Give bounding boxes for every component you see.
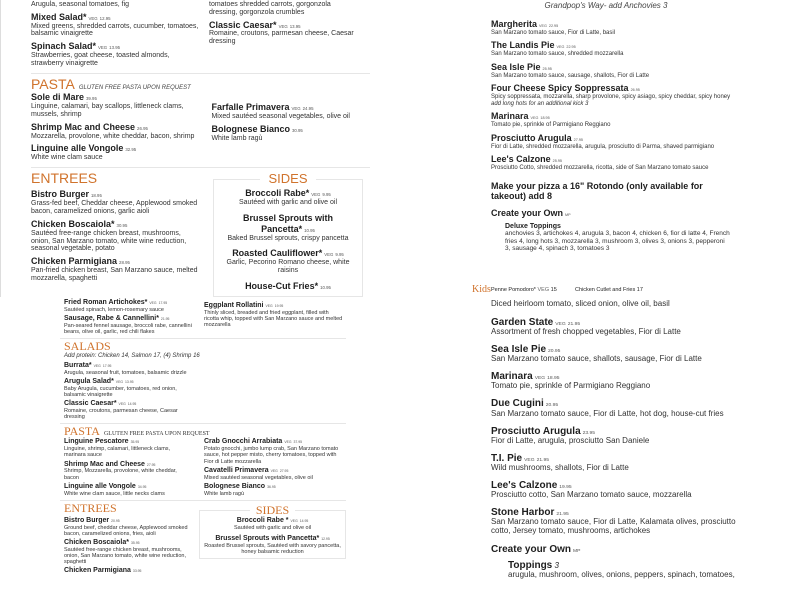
menu-item [31,122,199,141]
item-price: 22.95 [548,23,559,28]
veg-tag: VEG [539,23,547,28]
menu-item [204,467,344,481]
menu-item [31,92,199,118]
veg-tag: VEG [290,518,298,523]
item-price: 13.95 [289,23,301,29]
menu-item [64,378,199,398]
item-price: 25.95 [542,66,552,71]
menu-item [491,398,756,418]
menu-item [203,517,342,531]
item-name: Chicken Parmigiana [31,256,118,267]
pasta-left-list [64,438,192,496]
menu-item [217,213,359,242]
sides-box [213,170,363,297]
menu-item [491,453,756,473]
veg-tag: VEG [93,364,101,369]
menu-item [31,219,201,253]
item-name: Burrata* [64,362,92,370]
menu-item [491,19,740,36]
item-description: White wine clam sauce [31,154,103,162]
item-name: Eggplant Rollatini [204,302,264,309]
item-description: Thinly sliced, breaded and fried eggplant, filled with ricotta whip, topped with San Marzano sauce and melted mozzarella [204,309,343,329]
section-heading-pasta: PASTA GLUTEN FREE PASTA UPON REQUEST [64,424,210,439]
item-description: Prosciutto cotto, San Marzano tomato sauce, mozzarella [491,489,692,499]
item-description: Garlic, Pecorino Romano cheese, white raisins [226,259,350,275]
veg-tag: VEG [534,376,546,382]
veg-tag: VEG [278,23,288,29]
menu-item [491,507,756,536]
section-heading-sides: SIDES [217,172,359,186]
item-description: San Marzano tomato sauce, shallots, sausage, Fior di Latte [491,354,702,364]
item-name: The Landis Pie [491,40,555,51]
section-heading-entrees: ENTREES [31,169,98,186]
kids-item: Penne Pomodoro* VEG 15 [491,287,557,293]
item-price: 21.95 [536,457,549,463]
salads-right-list [209,20,359,46]
item-description: Fior di Latte, arugula, prosciutto San Daniele [491,435,650,445]
item-price: 14.95 [127,402,137,407]
apps-row [64,299,346,335]
menu-item [64,438,192,458]
item-description: San Marzano tomato sauce, Fior di Latte, hot dog, house-cut fries [491,408,724,418]
item-price: 18.95 [540,116,550,121]
menu-item [209,20,359,46]
item-name: Sea Isle Pie [491,61,541,72]
entrees-col [31,171,201,283]
item-description: Linguine, shrimp, calamari, littleneck clams, marinara sauce [64,446,171,459]
item-name: Fried Roman Artichokes* [64,299,148,306]
item-price: 27.95 [573,137,583,142]
menu-item [64,517,191,537]
item-description: Grass-fed beef, Cheddar cheese, Applewood smoked bacon, caramelized onions, garlic aioli [31,200,198,216]
veg-tag: VEG [115,380,123,385]
menu-item [491,154,740,171]
item-price: 33.95 [132,569,142,574]
menu-item [211,102,370,121]
item-price: 23.95 [582,430,596,436]
menu-item [64,567,191,575]
menu-item [491,371,756,391]
menu-page-b [400,0,800,284]
item-price: 26.95 [137,125,148,131]
partial-desc: tomatoes shredded carrots, gorgonzola [209,1,331,8]
item-name: Bolognese Bianco [204,482,266,490]
item-name: Chicken Boscaiola* [64,539,129,547]
entrees-row [64,502,346,575]
menu-item [491,426,756,446]
item-description: Romaine, croutons, parmesan cheese, Caesar dressing [209,30,354,46]
deluxe-toppings-title: Deluxe Toppings [505,222,561,230]
item-description: Mixed sautéed seasonal vegetables, olive oil [211,113,350,121]
item-name: Brussel Sprouts with Pancetta* [242,212,333,234]
item-price: 12.95 [321,536,330,541]
veg-tag: VEG [291,106,301,112]
kids-bar [472,284,800,298]
salads-right-col [209,1,359,46]
menu-item [491,344,756,364]
item-name: Due Cugini [491,398,544,410]
pasta-left-list [31,92,199,162]
item-description: Sautéed with garlic and olive oil [234,524,312,531]
item-name: House-Cut Fries* [245,280,319,291]
item-price: 17.95 [158,301,168,305]
menu-item [204,302,344,328]
menu-item [64,315,192,335]
item-description: San Marzano tomato sauce, Fior di Latte, Kalamata olives, prosciutto cotto, Jersey tomato, mushrooms, artichokes [491,517,736,536]
item-name: T.I. Pie [491,452,523,464]
item-price: 22.95 [566,45,576,50]
entrees-row [31,171,370,297]
menu-item [31,143,199,162]
section-heading-entrees: ENTREES [64,500,117,515]
item-name: Chicken Parmigiana [64,567,131,575]
item-description: Baby Arugula, cucumber, tomatoes, red onion, balsamic vinaigrette [64,385,177,398]
menu-item [31,256,201,282]
menu-item [64,461,192,481]
pasta-row [64,438,346,496]
create-own: Create your Own MP [491,207,571,218]
menu-item [64,299,192,313]
item-description: Linguine, calamari, bay scallops, littleneck clams, mussels, shrimp [31,103,184,118]
item-name: Sausage, Rabe & Cannellini* [64,314,159,322]
item-description: San Marzano tomato sauce, Fior di Latte, basil [491,29,616,36]
partial-desc: Diced heirloom tomato, sliced onion, olive oil, basil [491,299,670,308]
item-description: Potato gnocchi, jumbo lump crab, San Marzano tomato sauce, hot pepper misto, cherry tomatoes, topped with Fior di Latte mozzarella [204,446,339,465]
pizza-list [491,317,756,536]
item-description: Romaine, croutons, parmesan cheese, Caesar dressing [64,407,178,421]
item-description: Sautéed spinach, lemon-rosemary sauce [64,306,164,313]
veg-tag: VEG [265,304,273,308]
item-price: 39.95 [86,96,97,102]
item-name: Sole di Mare [31,92,85,103]
veg-tag: VEG [530,116,539,121]
item-name: Broccoli Rabe* [245,188,310,199]
item-name: Margherita [491,18,538,29]
menu-page-d [450,298,800,600]
item-name: Stone Harbor [491,506,555,518]
item-description: Arugula, seasonal fruit, tomatoes, balsamic drizzle [64,369,187,376]
item-name: Linguine alle Vongole [64,482,136,490]
section-heading-salads: SALADS [64,339,111,354]
divider [31,167,370,168]
protein-note: Add protein: Chicken 14, Salmon 17, (4) Shrimp 16 [64,353,200,360]
item-name: Marinara [491,371,533,383]
menu-item [491,111,740,128]
item-description: Baked Brussel sprouts, crispy pancetta [227,234,349,242]
entrees-list [31,189,201,282]
item-description: White lamb ragù [204,490,245,497]
item-description: San Marzano tomato sauce, sausage, shallots, Fior di Latte [491,72,650,79]
sides-list [217,188,359,291]
pasta-right-list [211,92,370,142]
menu-item [217,281,359,292]
item-price: 27.95 [279,468,289,473]
item-name: Shrimp Mac and Cheese [31,121,136,132]
item-name: Lee's Calzone [491,479,558,491]
item-name: Classic Caesar* [64,400,117,408]
item-name: Linguine alle Vongole [31,143,124,154]
item-price: 20.95 [548,349,561,355]
item-price: 25.95 [552,159,562,164]
apps-right-list [204,299,344,328]
salads-left-col [31,1,201,68]
item-name: Cavatelli Primavera [204,466,269,474]
item-name: Prosciutto Arugula [491,132,572,143]
menu-item [203,535,342,555]
apps-left-list [64,299,192,335]
item-description: White lamb ragù [211,134,263,142]
item-price: 27.95 [146,462,156,467]
menu-page-a [0,0,400,297]
veg-tag: VEG [556,45,565,50]
divider [31,73,370,74]
item-price: 9.95 [322,192,331,198]
item-description: Sautéed free-range chicken breast, mushrooms, onion, San Marzano tomato, white wine reduction, seasonal vegetable, potato [31,229,187,253]
item-price: 20.95 [545,403,559,409]
item-name: Farfalle Primavera [211,102,290,113]
item-description: Ground beef, cheddar cheese, Applewood smoked bacon, caramelized onions, fries, aioli [64,524,188,537]
item-description: Roasted Brussel sprouts, Sautéed with savory pancetta, honey balsamic reduction [204,542,341,555]
item-name: Linguine Pescatore [64,438,129,446]
item-note: add long hots for an additional kick 3 [491,100,589,107]
partial-desc: dressing, gorgonzola crumbles [209,8,305,16]
item-description: Sautéed free-range chicken breast, mushrooms, onion, San Marzano tomato, white wine reduction, spaghetti [64,546,186,566]
item-price: 26.95 [630,88,640,93]
salads-row [31,1,370,68]
veg-tag: VEG [98,45,108,51]
item-price: 21.95 [567,321,581,327]
pizza-list [491,19,740,172]
deluxe-toppings-list: anchovies 3, artichokes 4, arugula 3, bacon 4, chicken 6, fior di latte 4, French fries 4, long hots 3, mozzarella 3, mushroom 3, olives 3, onions 3, pepperoni 3, sausage 4, spinach 3, tomatoes 3 [505,230,730,252]
item-price: 14.95 [299,518,309,523]
item-description: Tomato pie, sprinkle of Parmigiano Reggiano [491,381,651,391]
item-description: Sautéed with garlic and olive oil [238,199,338,207]
sides-list [203,517,342,555]
section-heading-pasta: PASTA GLUTEN FREE PASTA UPON REQUEST [31,75,191,92]
menu-item [31,189,201,215]
menu-item [211,124,370,143]
veg-tag: VEG [118,402,126,407]
entrees-list [64,517,191,575]
item-description: Fior di Latte, shredded mozzarella, arugula, prosciutto di Parma, shaved parmigiano [491,143,715,150]
item-description: Mixed greens, shredded carrots, cucumber, tomatoes, balsamic vinaigrette [31,22,199,38]
item-description: Prosciutto Cotto, shredded mozzarella, ricotta, side of San Marzano tomato sauce [491,165,709,172]
item-description: Tomato pie, sprinkle of Parmigiano Reggiano [491,122,611,129]
item-price: 36.95 [267,484,276,489]
menu-item [217,248,359,274]
menu-item [64,400,199,420]
item-description: Mozzarella, provolone, white cheddar, bacon, shrimp [31,132,195,140]
entrees-col [64,502,191,575]
item-price: 18.95 [91,193,102,199]
item-name: Four Cheese Spicy Soppressata [491,83,629,94]
anchovies-note: Grandpop's Way- add Anchovies 3 [544,1,668,10]
item-name: Sea Isle Pie [491,344,547,356]
item-price: 21.95 [160,316,170,321]
sides-box [199,502,346,559]
item-name: Broccoli Rabe * [236,516,289,524]
pasta-right-list [204,438,344,496]
item-name: Roasted Cauliflower* [232,248,323,259]
item-description: Pan-seared fennel sausage, broccoli rabe, cannellini beans, olive oil, garlic, red chili flakes [64,322,192,335]
veg-tag: VEG [555,321,566,327]
toppings-title: Toppings 3 [508,560,559,572]
item-price: 32.95 [125,147,137,153]
menu-page-c [0,297,350,600]
item-price: 30.95 [116,222,128,228]
menu-item [491,133,740,150]
menu-item [31,41,201,67]
item-price: 20.95 [111,518,120,523]
item-price: 21.95 [556,511,569,517]
menu-item [491,83,740,107]
item-name: Bolognese Bianco [211,123,290,134]
item-name: Spinach Salad* [31,41,97,52]
item-name: Arugula Salad* [64,378,114,386]
item-name: Crab Gnocchi Arrabiata [204,438,283,446]
item-price: 10.95 [320,284,331,290]
menu-item [31,12,201,38]
item-name: Classic Caesar* [209,19,277,30]
item-price: 10.95 [304,227,315,233]
partial-desc: Arugula, seasonal tomatoes, fig [31,1,130,8]
salads-list [64,362,199,420]
veg-tag: VEG [149,301,157,305]
item-name: Lee's Calzone [491,154,551,165]
item-description: Wild mushrooms, shallots, Fior di Latte [491,462,629,472]
create-own: Create your Own MP [491,544,581,556]
item-price: 12.95 [99,15,111,21]
menu-item [491,40,740,57]
section-heading-sides: SIDES [203,504,342,517]
item-name: Shrimp Mac and Cheese [64,460,145,468]
item-price: 18.95 [547,376,560,382]
item-price: 30.95 [291,127,303,133]
item-description: Mixed sautéed seasonal vegetables, olive oil [204,474,313,481]
item-description: Shrimp, Mozzarella, provolone, white cheddar, bacon [64,468,177,481]
item-price: 13.95 [109,45,121,51]
item-name: Chicken Boscaiola* [31,218,115,229]
item-description: Assortment of fresh chopped vegetables, Fior di Latte [491,327,681,337]
veg-tag: VEG [524,457,535,463]
item-price: 19.95 [559,484,572,490]
item-price: 19.95 [274,304,284,308]
menu-item [491,62,740,79]
item-description: Pan-fried chicken breast, San Marzano sauce, melted mozzarella, spaghetti [31,267,198,282]
kids-item: Chicken Cutlet and Fries 17 [575,287,643,293]
veg-tag: VEG [88,15,98,21]
item-name: Prosciutto Arugula [491,425,581,437]
item-price: 35.95 [130,541,140,546]
pasta-row [31,92,370,162]
menu-item [491,317,756,337]
menu-item [217,188,359,207]
veg-tag: VEG [324,252,334,258]
menu-item [64,483,192,497]
veg-tag: VEG [311,192,321,198]
item-name: Mixed Salad* [31,11,87,22]
salads-left-list [31,12,201,68]
item-name: Bistro Burger [64,516,110,524]
menu-item [64,539,191,565]
item-price: 28.95 [119,260,130,266]
menu-item [64,362,199,376]
toppings-list: arugula, mushroom, olives, onions, peppers, spinach, tomatoes, [508,570,735,580]
divider [60,423,346,424]
item-price: 35.95 [130,440,140,445]
item-price: 13.95 [125,380,134,385]
item-name: Marinara [491,111,529,122]
kids-heading: Kids [472,284,491,295]
item-price: 34.95 [137,484,147,489]
item-name: Garden State [491,316,554,328]
item-price: 24.95 [302,106,314,112]
item-description: Spicy soppressata, mozzarella, sharp provolone, spicy asiago, spicy cheddar, spicy honey [491,93,731,100]
rotondo-note: Make your pizza a 16" Rotondo (only available for takeout) add 8 [491,180,703,201]
item-price: 37.95 [293,440,303,445]
item-name: Bistro Burger [31,189,90,200]
item-price: 9.95 [335,252,344,258]
item-price: 17.95 [102,364,112,369]
item-description: Strawberries, goat cheese, toasted almonds, strawberry vinaigrette [31,52,170,67]
menu-item [491,480,756,500]
menu-item [204,483,344,497]
item-description: White wine clam sauce, little necks clams [64,490,165,497]
item-description: San Marzano tomato sauce, shredded mozzarella [491,51,624,58]
veg-tag: VEG [284,440,292,445]
item-name: Brussel Sprouts with Pancetta* [215,534,320,542]
veg-tag: VEG [270,468,278,473]
menu-item [204,438,344,464]
